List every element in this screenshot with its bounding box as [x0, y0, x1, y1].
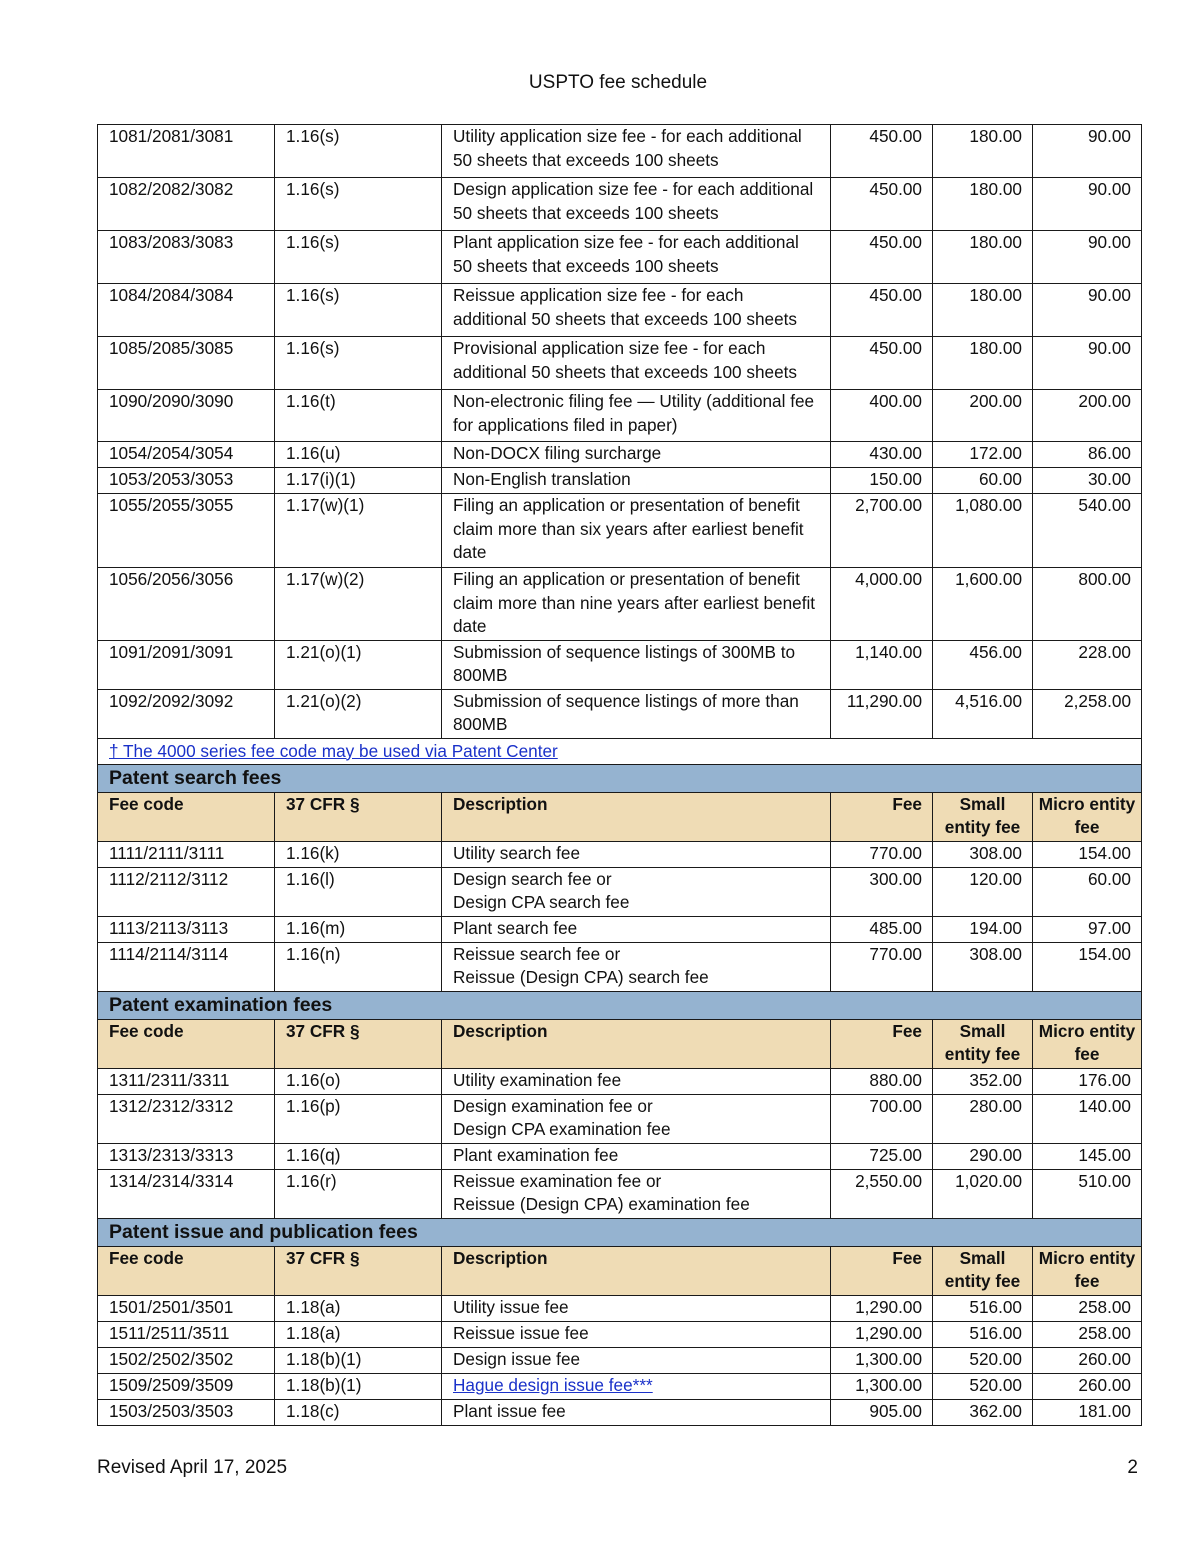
micro-entity-fee-cell: 2,258.00 [1033, 689, 1142, 738]
page-number: 2 [1127, 1457, 1138, 1478]
header-fee: Fee [831, 792, 933, 841]
fee-code-cell: 1311/2311/3311 [98, 1068, 275, 1094]
fee-code-cell: 1054/2054/3054 [98, 442, 275, 468]
cfr-cell: 1.16(u) [275, 442, 442, 468]
small-entity-fee-cell: 516.00 [933, 1321, 1033, 1347]
header-micro-entity-fee: Micro entity fee [1033, 1019, 1142, 1068]
micro-entity-fee-cell: 540.00 [1033, 494, 1142, 568]
header-fee-code: Fee code [98, 792, 275, 841]
description-cell: Provisional application size fee - for each additional 50 sheets that exceeds 100 sheets [442, 337, 831, 390]
small-entity-fee-cell: 1,080.00 [933, 494, 1033, 568]
cfr-cell: 1.21(o)(2) [275, 689, 442, 738]
fee-code-cell: 1313/2313/3313 [98, 1143, 275, 1169]
fee-cell: 11,290.00 [831, 689, 933, 738]
column-header-row [98, 792, 1142, 841]
header-fee-code: Fee code [98, 1019, 275, 1068]
fee-cell: 2,700.00 [831, 494, 933, 568]
fee-cell: 1,290.00 [831, 1321, 933, 1347]
description-cell: Utility application size fee - for each additional 50 sheets that exceeds 100 sheets [442, 125, 831, 178]
fee-row [98, 1169, 1142, 1218]
fee-code-cell: 1055/2055/3055 [98, 494, 275, 568]
small-entity-fee-cell: 290.00 [933, 1143, 1033, 1169]
small-entity-fee-cell: 120.00 [933, 867, 1033, 916]
cfr-cell: 1.17(i)(1) [275, 468, 442, 494]
fee-code-cell: 1085/2085/3085 [98, 337, 275, 390]
fee-cell: 400.00 [831, 390, 933, 442]
fee-row [98, 1347, 1142, 1373]
header-micro-entity-fee: Micro entity fee [1033, 792, 1142, 841]
small-entity-fee-cell: 520.00 [933, 1347, 1033, 1373]
fee-row [98, 1399, 1142, 1425]
fee-cell: 880.00 [831, 1068, 933, 1094]
cfr-cell: 1.16(s) [275, 178, 442, 231]
fee-row [98, 568, 1142, 641]
micro-entity-fee-cell: 510.00 [1033, 1169, 1142, 1218]
small-entity-fee-cell: 1,020.00 [933, 1169, 1033, 1218]
micro-entity-fee-cell: 260.00 [1033, 1373, 1142, 1399]
micro-entity-fee-cell: 154.00 [1033, 841, 1142, 867]
fee-code-cell: 1111/2111/3111 [98, 841, 275, 867]
micro-entity-fee-cell: 90.00 [1033, 284, 1142, 337]
section-title: Patent search fees [98, 764, 1142, 792]
cfr-cell: 1.16(s) [275, 125, 442, 178]
micro-entity-fee-cell: 258.00 [1033, 1321, 1142, 1347]
fee-row [98, 231, 1142, 284]
header-cfr: 37 CFR § [275, 1019, 442, 1068]
header-description: Description [442, 1246, 831, 1295]
section-title: Patent examination fees [98, 991, 1142, 1019]
fee-row [98, 1068, 1142, 1094]
small-entity-fee-cell: 280.00 [933, 1094, 1033, 1143]
micro-entity-fee-cell: 90.00 [1033, 125, 1142, 178]
small-entity-fee-cell: 180.00 [933, 337, 1033, 390]
fee-cell: 450.00 [831, 337, 933, 390]
column-header-row [98, 1019, 1142, 1068]
cfr-cell: 1.16(q) [275, 1143, 442, 1169]
fee-row [98, 284, 1142, 337]
fee-cell: 1,140.00 [831, 640, 933, 689]
cfr-cell: 1.16(k) [275, 841, 442, 867]
header-fee: Fee [831, 1019, 933, 1068]
cfr-cell: 1.17(w)(1) [275, 494, 442, 568]
fee-row [98, 125, 1142, 178]
header-fee-code: Fee code [98, 1246, 275, 1295]
small-entity-fee-cell: 362.00 [933, 1399, 1033, 1425]
fee-cell: 485.00 [831, 916, 933, 942]
fee-cell: 150.00 [831, 468, 933, 494]
cfr-cell: 1.16(p) [275, 1094, 442, 1143]
fee-cell: 450.00 [831, 125, 933, 178]
cfr-cell: 1.16(n) [275, 942, 442, 991]
section-patent-search-fees [98, 764, 1142, 792]
description-cell: Non-electronic filing fee — Utility (additional fee for applications filed in paper) [442, 390, 831, 442]
description-cell: Reissue examination fee or Reissue (Design CPA) examination fee [442, 1169, 831, 1218]
description-cell: Design examination fee or Design CPA examination fee [442, 1094, 831, 1143]
small-entity-fee-cell: 308.00 [933, 942, 1033, 991]
micro-entity-fee-cell: 260.00 [1033, 1347, 1142, 1373]
fee-code-cell: 1511/2511/3511 [98, 1321, 275, 1347]
header-small-entity-fee: Small entity fee [933, 1246, 1033, 1295]
description-cell: Submission of sequence listings of 300MB to 800MB [442, 640, 831, 689]
micro-entity-fee-cell: 258.00 [1033, 1295, 1142, 1321]
header-small-entity-fee: Small entity fee [933, 792, 1033, 841]
cfr-cell: 1.16(r) [275, 1169, 442, 1218]
micro-entity-fee-cell: 176.00 [1033, 1068, 1142, 1094]
fee-code-cell: 1509/2509/3509 [98, 1373, 275, 1399]
note-row [98, 738, 1142, 764]
fee-cell: 1,290.00 [831, 1295, 933, 1321]
fee-cell: 4,000.00 [831, 568, 933, 641]
micro-entity-fee-cell: 800.00 [1033, 568, 1142, 641]
micro-entity-fee-cell: 30.00 [1033, 468, 1142, 494]
fee-cell: 770.00 [831, 942, 933, 991]
small-entity-fee-cell: 180.00 [933, 231, 1033, 284]
description-cell: Plant application size fee - for each additional 50 sheets that exceeds 100 sheets [442, 231, 831, 284]
fee-code-cell: 1091/2091/3091 [98, 640, 275, 689]
small-entity-fee-cell: 172.00 [933, 442, 1033, 468]
fee-row [98, 640, 1142, 689]
micro-entity-fee-cell: 140.00 [1033, 1094, 1142, 1143]
fee-code-cell: 1056/2056/3056 [98, 568, 275, 641]
cfr-cell: 1.18(b)(1) [275, 1373, 442, 1399]
micro-entity-fee-cell: 86.00 [1033, 442, 1142, 468]
description-cell: Filing an application or presentation of benefit claim more than six years after earliest benefit date [442, 494, 831, 568]
micro-entity-fee-cell: 60.00 [1033, 867, 1142, 916]
fee-row [98, 442, 1142, 468]
small-entity-fee-cell: 4,516.00 [933, 689, 1033, 738]
micro-entity-fee-cell: 90.00 [1033, 231, 1142, 284]
small-entity-fee-cell: 194.00 [933, 916, 1033, 942]
header-micro-entity-fee: Micro entity fee [1033, 1246, 1142, 1295]
fee-row [98, 1094, 1142, 1143]
fee-row [98, 494, 1142, 568]
fee-code-cell: 1081/2081/3081 [98, 125, 275, 178]
cfr-cell: 1.18(a) [275, 1295, 442, 1321]
micro-entity-fee-cell: 90.00 [1033, 178, 1142, 231]
cfr-cell: 1.16(s) [275, 284, 442, 337]
description-cell: Plant search fee [442, 916, 831, 942]
micro-entity-fee-cell: 200.00 [1033, 390, 1142, 442]
fee-cell: 905.00 [831, 1399, 933, 1425]
micro-entity-fee-cell: 97.00 [1033, 916, 1142, 942]
header-cfr: 37 CFR § [275, 792, 442, 841]
hague-design-issue-fee-link[interactable]: Hague design issue fee*** [453, 1374, 653, 1395]
fee-cell: 770.00 [831, 841, 933, 867]
section-patent-examination-fees [98, 991, 1142, 1019]
fee-cell: 450.00 [831, 231, 933, 284]
micro-entity-fee-cell: 228.00 [1033, 640, 1142, 689]
fee-cell: 450.00 [831, 178, 933, 231]
description-cell: Plant issue fee [442, 1399, 831, 1425]
description-cell: Filing an application or presentation of benefit claim more than nine years after earliest benefit date [442, 568, 831, 641]
small-entity-fee-cell: 516.00 [933, 1295, 1033, 1321]
fee-row [98, 337, 1142, 390]
description-cell: Utility search fee [442, 841, 831, 867]
small-entity-fee-cell: 200.00 [933, 390, 1033, 442]
cfr-cell: 1.16(l) [275, 867, 442, 916]
fee-code-cell: 1503/2503/3503 [98, 1399, 275, 1425]
description-cell: Reissue search fee or Reissue (Design CPA) search fee [442, 942, 831, 991]
patent-center-note-link[interactable]: † The 4000 series fee code may be used via Patent Center [109, 740, 558, 761]
fee-cell: 1,300.00 [831, 1373, 933, 1399]
fee-code-cell: 1113/2113/3113 [98, 916, 275, 942]
cfr-cell: 1.16(o) [275, 1068, 442, 1094]
page-title: USPTO fee schedule [528, 72, 708, 93]
note-cell [98, 738, 1142, 764]
small-entity-fee-cell: 180.00 [933, 125, 1033, 178]
fee-cell: 700.00 [831, 1094, 933, 1143]
header-description: Description [442, 792, 831, 841]
fee-row [98, 942, 1142, 991]
fee-row [98, 916, 1142, 942]
fee-code-cell: 1314/2314/3314 [98, 1169, 275, 1218]
cfr-cell: 1.21(o)(1) [275, 640, 442, 689]
fee-row [98, 1321, 1142, 1347]
section-patent-issue-fees [98, 1218, 1142, 1246]
fee-code-cell: 1501/2501/3501 [98, 1295, 275, 1321]
description-cell: Utility issue fee [442, 1295, 831, 1321]
fee-schedule-table [97, 124, 1142, 1426]
small-entity-fee-cell: 1,600.00 [933, 568, 1033, 641]
fee-code-cell: 1502/2502/3502 [98, 1347, 275, 1373]
micro-entity-fee-cell: 90.00 [1033, 337, 1142, 390]
fee-row [98, 178, 1142, 231]
cfr-cell: 1.16(t) [275, 390, 442, 442]
fee-code-cell: 1084/2084/3084 [98, 284, 275, 337]
fee-row [98, 468, 1142, 494]
fee-row [98, 1143, 1142, 1169]
cfr-cell: 1.18(a) [275, 1321, 442, 1347]
cfr-cell: 1.16(s) [275, 337, 442, 390]
fee-cell: 450.00 [831, 284, 933, 337]
fee-row [98, 390, 1142, 442]
fee-row [98, 867, 1142, 916]
cfr-cell: 1.18(b)(1) [275, 1347, 442, 1373]
header-description: Description [442, 1019, 831, 1068]
fee-row [98, 841, 1142, 867]
fee-code-cell: 1312/2312/3312 [98, 1094, 275, 1143]
revised-date: Revised April 17, 2025 [97, 1457, 288, 1478]
small-entity-fee-cell: 180.00 [933, 178, 1033, 231]
cfr-cell: 1.18(c) [275, 1399, 442, 1425]
fee-code-cell: 1082/2082/3082 [98, 178, 275, 231]
description-cell: Reissue issue fee [442, 1321, 831, 1347]
small-entity-fee-cell: 352.00 [933, 1068, 1033, 1094]
fee-code-cell: 1114/2114/3114 [98, 942, 275, 991]
header-small-entity-fee: Small entity fee [933, 1019, 1033, 1068]
micro-entity-fee-cell: 154.00 [1033, 942, 1142, 991]
section-title: Patent issue and publication fees [98, 1218, 1142, 1246]
fee-row [98, 689, 1142, 738]
cfr-cell: 1.16(s) [275, 231, 442, 284]
fee-code-cell: 1112/2112/3112 [98, 867, 275, 916]
fee-cell: 1,300.00 [831, 1347, 933, 1373]
cfr-cell: 1.17(w)(2) [275, 568, 442, 641]
header-fee: Fee [831, 1246, 933, 1295]
small-entity-fee-cell: 180.00 [933, 284, 1033, 337]
description-cell [442, 1373, 831, 1399]
small-entity-fee-cell: 60.00 [933, 468, 1033, 494]
micro-entity-fee-cell: 181.00 [1033, 1399, 1142, 1425]
fee-cell: 300.00 [831, 867, 933, 916]
description-cell: Design search fee or Design CPA search fee [442, 867, 831, 916]
small-entity-fee-cell: 308.00 [933, 841, 1033, 867]
small-entity-fee-cell: 520.00 [933, 1373, 1033, 1399]
fee-code-cell: 1083/2083/3083 [98, 231, 275, 284]
description-cell: Submission of sequence listings of more than 800MB [442, 689, 831, 738]
description-cell: Utility examination fee [442, 1068, 831, 1094]
description-cell: Non-English translation [442, 468, 831, 494]
description-cell: Non-DOCX filing surcharge [442, 442, 831, 468]
fee-cell: 725.00 [831, 1143, 933, 1169]
description-cell: Design issue fee [442, 1347, 831, 1373]
fee-row [98, 1295, 1142, 1321]
column-header-row [98, 1246, 1142, 1295]
micro-entity-fee-cell: 145.00 [1033, 1143, 1142, 1169]
cfr-cell: 1.16(m) [275, 916, 442, 942]
description-cell: Design application size fee - for each additional 50 sheets that exceeds 100 sheets [442, 178, 831, 231]
description-cell: Reissue application size fee - for each additional 50 sheets that exceeds 100 sheets [442, 284, 831, 337]
fee-cell: 2,550.00 [831, 1169, 933, 1218]
fee-code-cell: 1053/2053/3053 [98, 468, 275, 494]
fee-code-cell: 1090/2090/3090 [98, 390, 275, 442]
header-cfr: 37 CFR § [275, 1246, 442, 1295]
fee-code-cell: 1092/2092/3092 [98, 689, 275, 738]
description-cell: Plant examination fee [442, 1143, 831, 1169]
fee-cell: 430.00 [831, 442, 933, 468]
fee-row [98, 1373, 1142, 1399]
small-entity-fee-cell: 456.00 [933, 640, 1033, 689]
